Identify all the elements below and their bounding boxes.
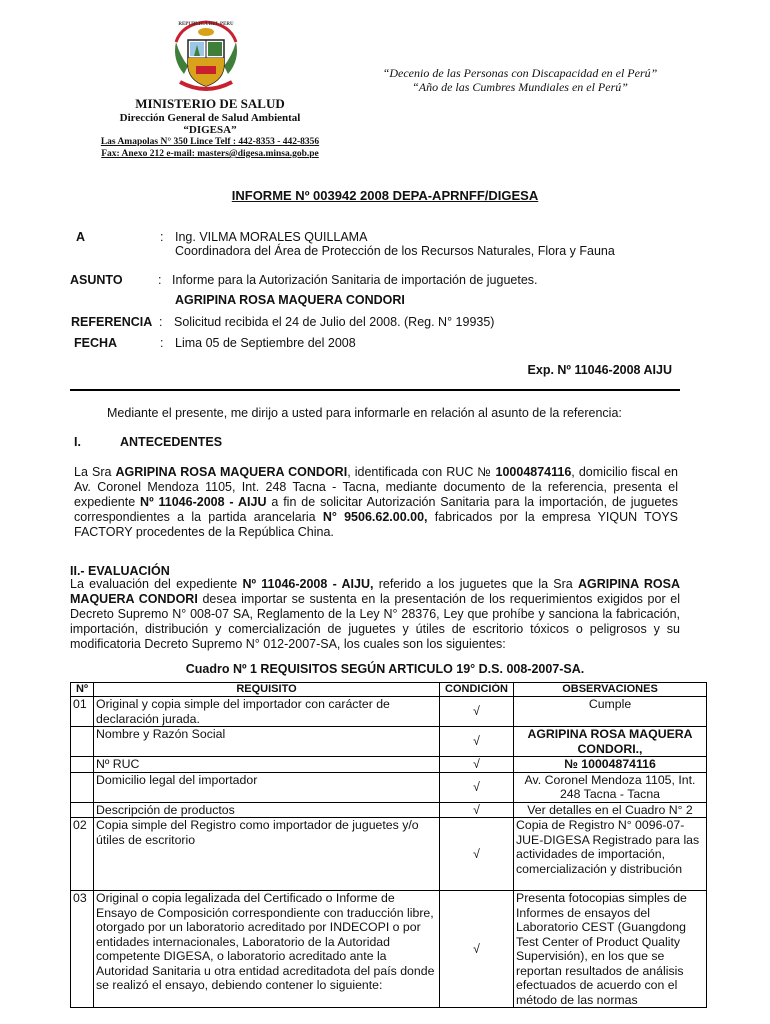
header-divider — [70, 389, 680, 391]
bold-text-run: AGRIPINA ROSA MAQUERA CONDORI — [115, 465, 348, 479]
subject-person: AGRIPINA ROSA MAQUERA CONDORI — [175, 293, 405, 307]
row-number — [71, 772, 94, 802]
check-mark: √ — [440, 891, 514, 1008]
table-row — [71, 727, 707, 757]
row-requirement: Descripción de productos — [94, 802, 440, 818]
row-requirement: Nombre y Razón Social — [94, 727, 440, 757]
row-observation: № 10004874116 — [514, 757, 707, 773]
table-row — [71, 891, 707, 1008]
check-mark: √ — [440, 772, 514, 802]
date-text: Lima 05 de Septiembre del 2008 — [175, 336, 356, 350]
address-line: Las Amapolas N° 350 Lince Telf : 442-8353 - 442-8356 — [100, 137, 320, 147]
section-1-number: I. — [74, 435, 81, 449]
text-run: La Sra — [74, 465, 116, 479]
reference-text: Solicitud recibida el 24 de Julio del 2008. (Reg. N° 19935) — [174, 315, 495, 329]
check-mark: √ — [440, 757, 514, 773]
text-run: , domicilio fiscal en Av. Coronel Mendoza 1105, Int. 248 Tacna - Tacna, mediante documento de la referencia, presenta el expediente — [74, 465, 678, 509]
row-observation: AGRIPINA ROSA MAQUERA CONDORI., — [514, 727, 707, 757]
reference-label: REFERENCIA — [71, 315, 153, 329]
row-observation: Ver detalles en el Cuadro N° 2 — [514, 802, 707, 818]
table-header-row — [71, 683, 707, 697]
bold-text-run: Nº 11046-2008 - AIJU, — [242, 577, 374, 591]
header-observations: OBSERVACIONES — [514, 683, 707, 697]
row-observation: Cumple — [514, 697, 707, 727]
row-observation: Presenta fotocopias simples de Informes de ensayos del Laboratorio CEST (Guangdong Test Center of Product Quality Supervisión), en los que se reportan resultados de análisis efectuados de acuerdo con el método de las normas — [514, 891, 707, 1008]
date-label: FECHA — [74, 336, 118, 350]
table-row — [71, 757, 707, 773]
subject-text: Informe para la Autorización Sanitaria de importación de juguetes. — [172, 273, 538, 287]
table-row — [71, 697, 707, 727]
bold-text-run: 10004874116 — [495, 465, 572, 479]
bold-text-run: N° 9506.62.00.00, — [322, 510, 428, 524]
header-requirement: REQUISITO — [94, 683, 440, 697]
ministry-name: MINISTERIO DE SALUD — [135, 96, 285, 111]
report-title: INFORME Nº 003942 2008 DEPA-APRNFF/DIGESA — [231, 188, 539, 203]
subject-colon: : — [158, 273, 162, 287]
bold-text-run: Nº 11046-2008 - AIJU — [140, 495, 267, 509]
date-colon: : — [160, 336, 164, 350]
direction-name: Dirección General de Salud Ambiental — [119, 112, 301, 124]
row-number: 03 — [71, 891, 94, 1008]
row-number — [71, 727, 94, 757]
bold-text-run: AGRIPINA ROSA MAQUERA CONDORI — [70, 577, 680, 606]
section-1-title: ANTECEDENTES — [120, 435, 223, 449]
text-run: fabricados por la empresa YIQUN TOYS FACTORY procedentes de la República China. — [74, 510, 678, 539]
row-number: 01 — [71, 697, 94, 727]
intro-text: Mediante el presente, me dirijo a usted para informarle en relación al asunto de la referencia: — [107, 406, 622, 420]
decade-quote: “Decenio de las Personas con Discapacidad en el Perú” — [382, 66, 658, 80]
year-quote: “Año de las Cumbres Mundiales en el Perú” — [412, 80, 628, 94]
digesa-name: “DIGESA” — [183, 124, 237, 136]
to-label: A — [76, 230, 86, 244]
check-mark: √ — [440, 818, 514, 891]
file-number: Exp. Nº 11046-2008 AIJU — [527, 363, 672, 377]
requirements-table — [70, 682, 707, 1008]
text-run: a fin de solicitar Autorización Sanitaria para la importación, de juguetes correspondientes a la partida arancelaria — [74, 495, 679, 524]
header-number: Nº — [71, 683, 94, 697]
table-row — [71, 772, 707, 802]
header-condition: CONDICIÓN — [440, 683, 514, 697]
check-mark: √ — [440, 727, 514, 757]
to-name: Ing. VILMA MORALES QUILLAMA — [175, 230, 368, 244]
antecedentes-paragraph — [74, 465, 678, 540]
table-row — [71, 802, 707, 818]
subject-label: ASUNTO — [70, 273, 123, 287]
section-2-title: II.- EVALUACIÓN — [70, 564, 170, 578]
row-requirement: Domicilio legal del importador — [94, 772, 440, 802]
row-observation: Copia de Registro N° 0096-07-JUE-DIGESA Registrado para las actividades de importación, comercialización y distribución — [514, 818, 707, 891]
check-mark: √ — [440, 697, 514, 727]
emblem-text: REPUBLICA DEL PERU — [178, 22, 234, 27]
text-run: desea importar se sustenta en la presentación de los requerimientos exigidos por el Decreto Supremo N° 008-07 SA, Reglamento de la Ley N° 28376, Ley que prohíbe y sanciona la fabricación, importación, distribución y comercialización de juguetes y útiles de escritorio tóxicos o peligrosos y su modificatoria Decreto Supremo N° 012-2007-SA, los cuales son los siguientes: — [70, 592, 680, 651]
reference-colon: : — [159, 315, 163, 329]
text-run: La evaluación del expediente — [70, 577, 243, 591]
evaluation-paragraph — [70, 577, 680, 652]
table-caption: Cuadro Nº 1 REQUISITOS SEGÚN ARTICULO 19° D.S. 008-2007-SA. — [185, 662, 585, 676]
row-number: 02 — [71, 818, 94, 891]
text-run: , identificada con RUC № — [347, 465, 496, 479]
check-mark: √ — [440, 802, 514, 818]
peru-coat-of-arms-logo — [166, 16, 246, 96]
table-row — [71, 818, 707, 891]
fax-email-line: Fax: Anexo 212 e-mail: masters@digesa.minsa.gob.pe — [101, 149, 319, 159]
row-number — [71, 757, 94, 773]
row-requirement: Original y copia simple del importador con carácter de declaración jurada. — [94, 697, 440, 727]
row-requirement: Original o copia legalizada del Certificado o Informe de Ensayo de Composición correspondiente con traducción libre, otorgado por un laboratorio acreditado por INDECOPI o por entidades internacionales, Laboratorio de la Autoridad competente DIGESA, o laboratorio acreditado ante la Autoridad Sanitaria u otra entidad acreditadota del país donde se realizó el ensayo, debiendo contener lo siguiente: — [94, 891, 440, 1008]
to-position: Coordinadora del Área de Protección de los Recursos Naturales, Flora y Fauna — [175, 244, 615, 258]
row-number — [71, 802, 94, 818]
row-requirement: Nº RUC — [94, 757, 440, 773]
row-requirement: Copia simple del Registro como importador de juguetes y/o útiles de escritorio — [94, 818, 440, 891]
to-colon: : — [160, 230, 164, 244]
text-run: referido a los juguetes que la Sra — [373, 577, 578, 591]
row-observation: Av. Coronel Mendoza 1105, Int. 248 Tacna - Tacna — [514, 772, 707, 802]
